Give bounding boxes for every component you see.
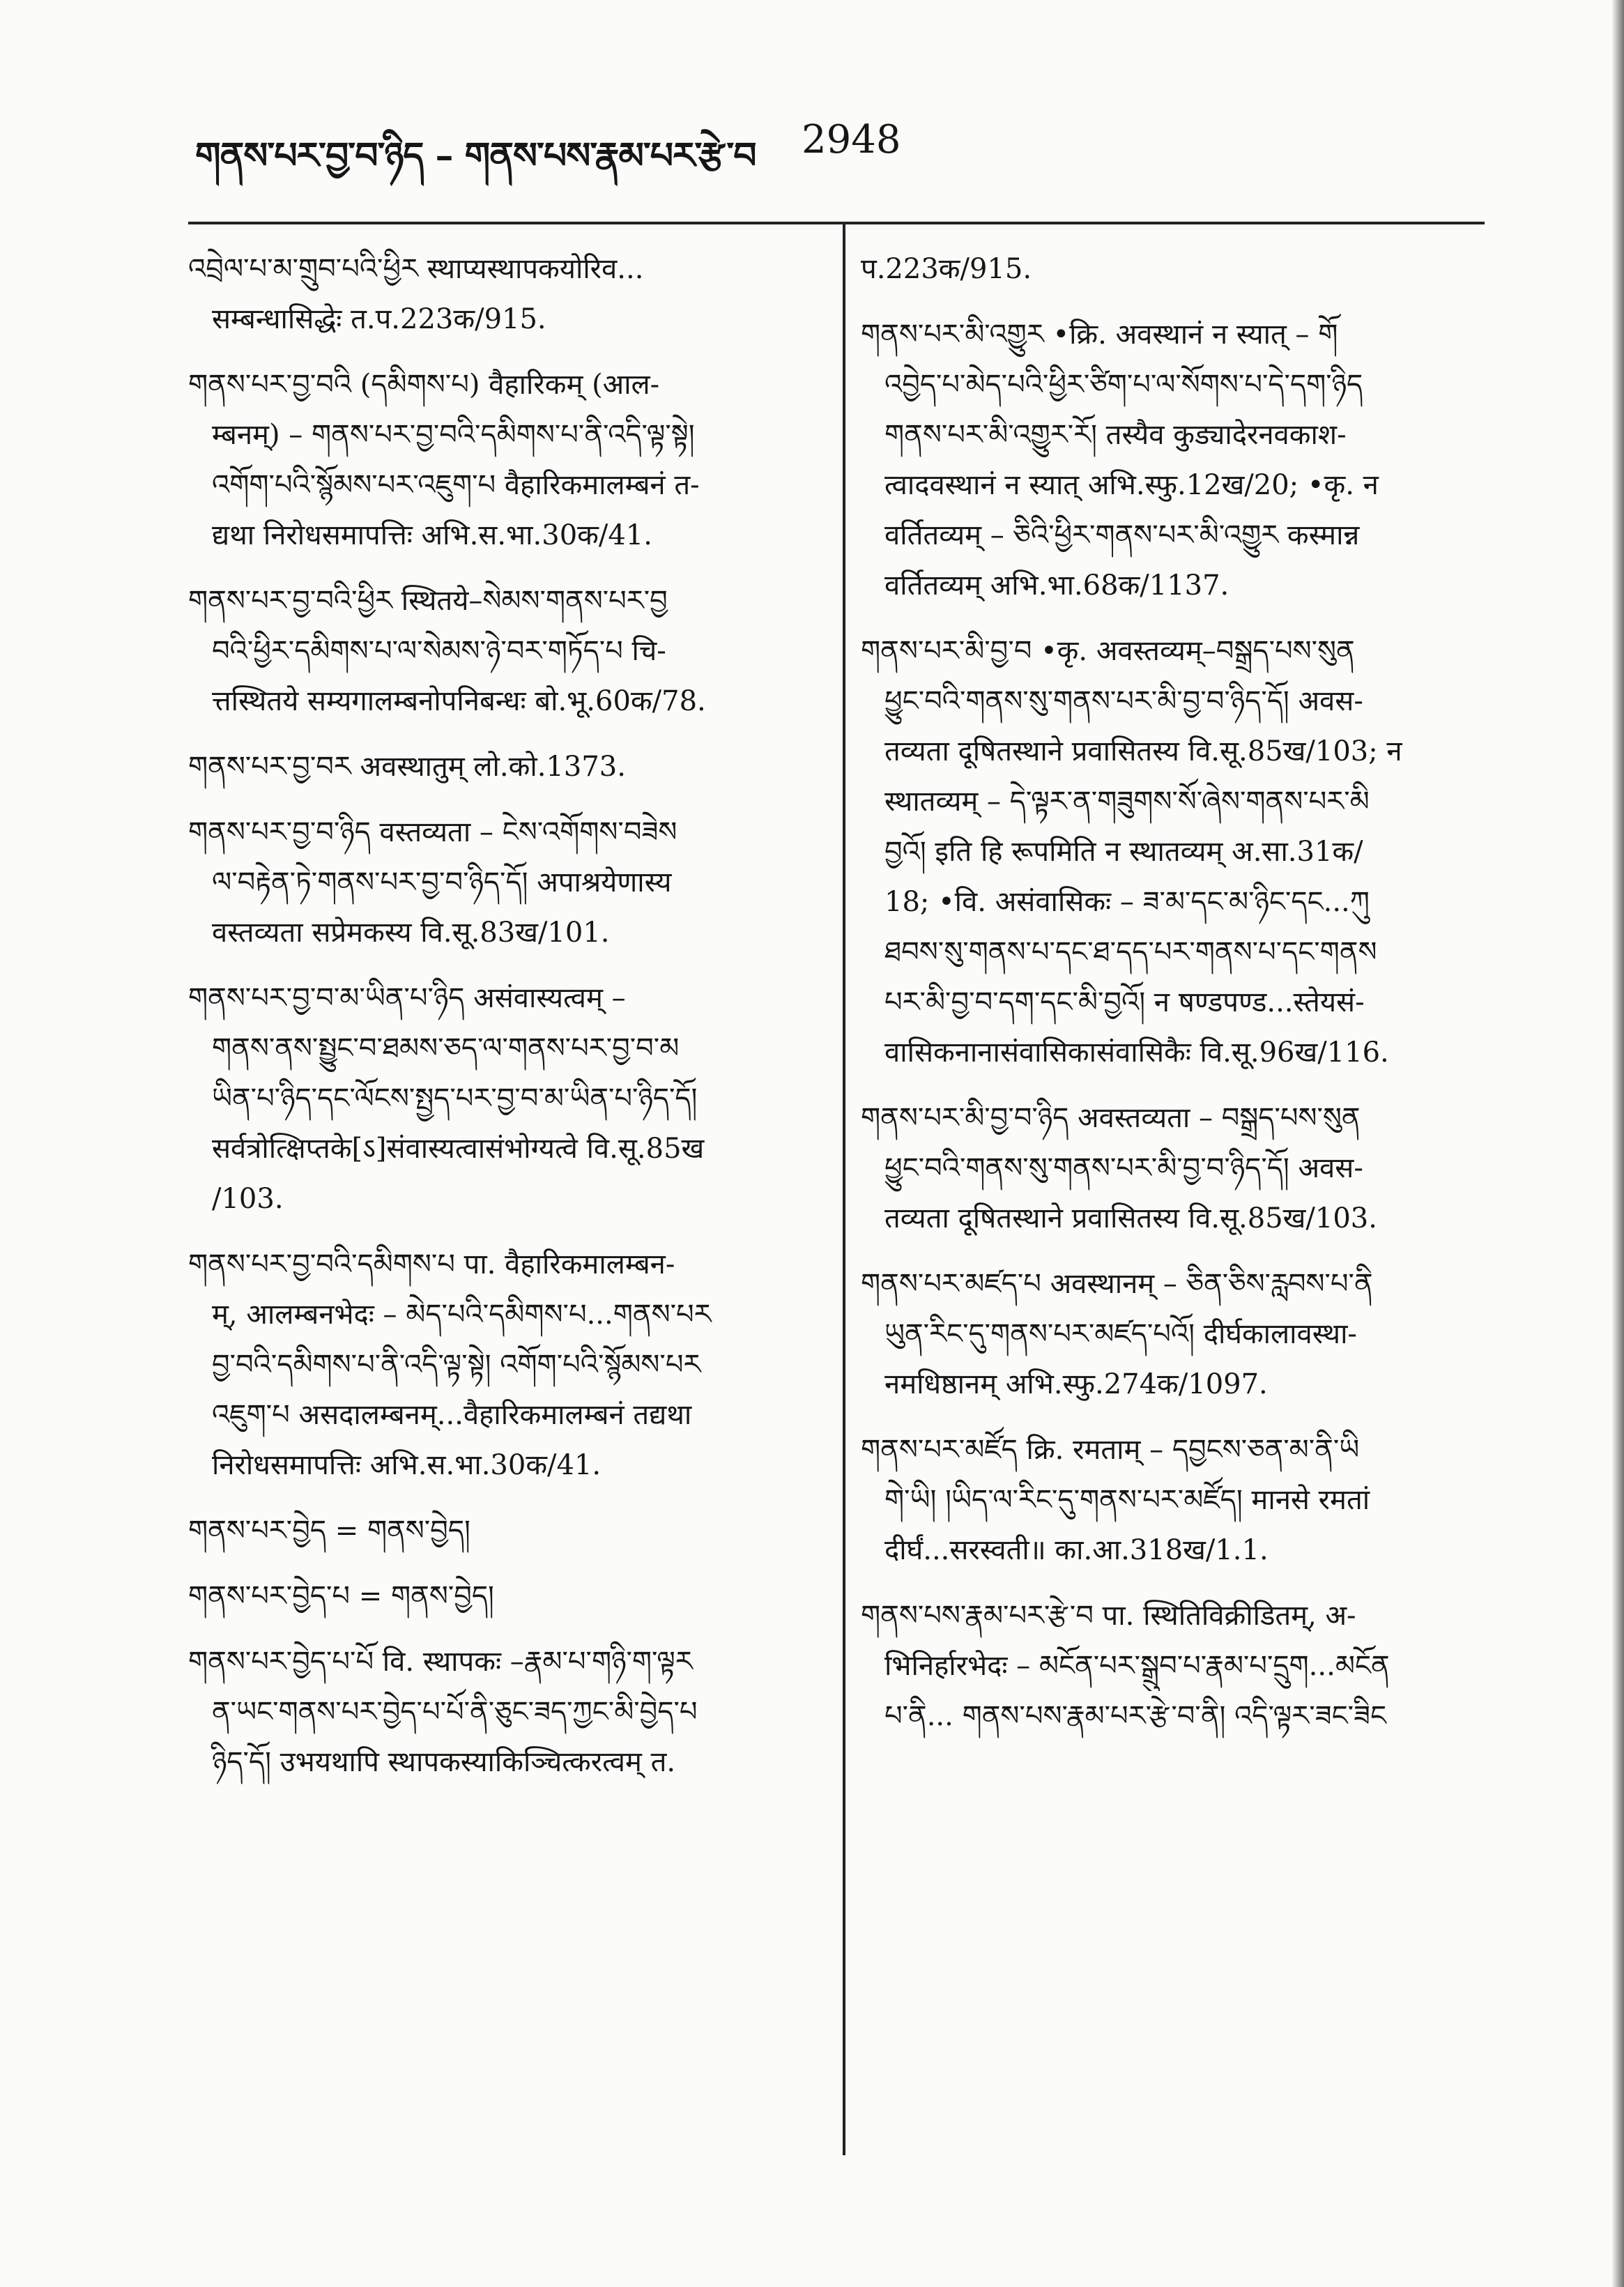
- entry-line: /103.: [212, 1183, 284, 1215]
- dictionary-entry: [188, 807, 826, 958]
- dictionary-entry: [188, 244, 826, 344]
- dictionary-entry: [188, 1239, 826, 1490]
- entry-headline: གནས་པར་བྱ་བའི་དམིགས་པ पा. वैहारिकमालम्बन-: [188, 1248, 675, 1280]
- entry-headline: འབྲེལ་པ་མ་གྲུབ་པའི་ཕྱིར स्थाप्यस्थापकयोरिव...: [188, 253, 644, 285]
- entry-line: ཡིན་པ་ཉིད་དང་ལོངས་སྤྱད་པར་བྱ་བ་མ་ཡིན་པ་ཉིད་དོ།: [212, 1083, 698, 1115]
- entry-headline: གནས་པར་བྱ་བ་ཉིད वस्तव्यता – ངེས་འགོགས་བཟེས: [188, 816, 677, 848]
- entry-line: བའི་ཕྱིར་དམིགས་པ་ལ་སེམས་ཉེ་བར་གཏོད་པ चि-: [212, 635, 666, 667]
- entry-line: त्वादवस्थानं न स्यात् अभि.स्फु.12ख/20; •कृ. न: [884, 469, 1379, 501]
- entry-line: वर्तितव्यम् – ཅིའི་ཕྱིར་གནས་པར་མི་འགྱུར कस्मान्न: [884, 519, 1360, 551]
- dictionary-entry: [188, 1506, 826, 1556]
- scan-edge-shadow: [1611, 0, 1624, 2287]
- entry-line: ཕྱུང་བའི་གནས་སུ་གནས་པར་མི་བྱ་བ་ཉིད་དོ། अवस-: [884, 685, 1363, 717]
- entry-headline: གནས་པར་བྱ་བར अवस्थातुम् लो.को.1373.: [188, 751, 626, 783]
- entry-line: निरोधसमापत्तिः अभि.स.भा.30क/41.: [212, 1449, 602, 1481]
- entry-line: པ་ནི... གནས་པས་རྣམ་པར་རྩེ་བ་ནི། འདི་ལྟར་ཟང་ཟིང: [884, 1700, 1387, 1732]
- entry-headline: གནས་པས་རྣམ་པར་རྩེ་བ पा. स्थितिविक्रीडितम्, अ-: [861, 1600, 1356, 1632]
- dictionary-entry: [861, 1591, 1488, 1741]
- page-number: 2948: [802, 117, 901, 162]
- entry-headline: གནས་པར་བྱ་བའི (དམིགས་པ) वैहारिकम् (आल-: [188, 369, 660, 401]
- entry-headline: གནས་པར་བྱེད་པ་པོ वि. स्थापकः –རྣམ་པ་གཉི་ག་ལྟར: [188, 1646, 693, 1678]
- entry-line: म्, आलम्बनभेदः – མེད་པའི་དམིགས་པ...གནས་པར: [212, 1299, 712, 1331]
- entry-line: द्यथा निरोधसमापत्तिः अभि.स.भा.30क/41.: [212, 519, 652, 551]
- entry-headline: གནས་པར་མི་བྱ་བ •कृ. अवस्तव्यम्–བསྒྲད་པས་སུན: [861, 635, 1355, 667]
- left-column: [188, 244, 826, 1803]
- entry-headline: གནས་པར་མི་བྱ་བ་ཉིད अवस्तव्यता – བསྒྲད་པས་སུན: [861, 1102, 1361, 1134]
- entry-line: दीर्घं...सरस्वती॥ का.आ.318ख/1.1.: [884, 1534, 1269, 1566]
- entry-headline: གནས་པར་བྱེད = གནས་བྱེད།: [188, 1515, 470, 1547]
- running-head: གནས་པར་བྱ་བ་ཉིད – གནས་པས་རྣམ་པར་རྩེ་བ: [195, 135, 756, 177]
- dictionary-entry: [861, 309, 1488, 611]
- entry-line: म्बनम्) – གནས་པར་བྱ་བའི་དམིགས་པ་ནི་འདི་ལྟ་སྟེ།: [212, 419, 695, 451]
- dictionary-entry: [188, 1571, 826, 1621]
- entry-line: ཐབས་སུ་གནས་པ་དང་ཐ་དད་པར་གནས་པ་དང་གནས: [884, 936, 1377, 968]
- entry-line: तव्यता दूषितस्थाने प्रवासितस्य वि.सू.85ख/103; न: [884, 735, 1402, 767]
- entry-line: ཕྱུང་བའི་གནས་སུ་གནས་པར་མི་བྱ་བ་ཉིད་དོ། अवस-: [884, 1152, 1363, 1184]
- entry-headline: གནས་པར་བྱེད་པ = གནས་བྱེད།: [188, 1580, 494, 1612]
- entry-line: वासिकनानासंवासिकासंवासिकैः वि.सू.96ख/116.: [884, 1037, 1389, 1069]
- dictionary-entry: [188, 1637, 826, 1787]
- dictionary-entry: [188, 742, 826, 792]
- column-divider: [843, 224, 845, 2155]
- entry-line: གེ་ཡི། །ཡིད་ལ་རིང་དུ་གནས་པར་མཛོད། मानसे रमतां: [884, 1484, 1370, 1516]
- entry-line: नमधिष्ठानम् अभि.स्फु.274क/1097.: [884, 1368, 1268, 1400]
- dictionary-entry: [188, 360, 826, 560]
- entry-line: भिनिर्हारभेदः – མངོན་པར་སྒྲུབ་པ་རྣམ་པ་དྲུག...མངོན: [884, 1650, 1390, 1682]
- dictionary-entry: [188, 576, 826, 726]
- entry-line: པར་མི་བྱ་བ་དག་དང་མི་བྱའོ། न षण्डपण्ड...स्तेयसं-: [884, 986, 1365, 1018]
- entry-line: འབྱེད་པ་མེད་པའི་ཕྱིར་ཙིག་པ་ལ་སོགས་པ་དེ་དག་ཉིད: [884, 369, 1363, 401]
- entry-headline: གནས་པར་བྱ་བ་མ་ཡིན་པ་ཉིད असंवास्यत्वम् –: [188, 982, 626, 1014]
- entry-line: འཇུག་པ असदालम्बनम्...वैहारिकमालम्बनं तद्यथा: [212, 1399, 692, 1431]
- entry-line: 18; •वि. असंवासिकः – ཟ་མ་དང་མ་ཉིང་དང...ཀུ: [884, 886, 1370, 918]
- entry-line: གནས་ནས་སྤྱུང་བ་ཐམས་ཅད་ལ་གནས་པར་བྱ་བ་མ: [212, 1032, 680, 1064]
- entry-headline: प.223क/915.: [861, 253, 1032, 285]
- entry-headline: གནས་པར་མི་འགྱུར •क्रि. अवस्थानं न स्यात् – གོ: [861, 319, 1338, 351]
- entry-line: वर्तितव्यम् अभि.भा.68क/1137.: [884, 569, 1230, 602]
- entry-headline: གནས་པར་མཛོད क्रि. रमताम् – དབྱངས་ཅན་མ་ནི་ཡི: [861, 1434, 1360, 1466]
- dictionary-entry: [861, 1259, 1488, 1409]
- entry-line: བྱ་བའི་དམིགས་པ་ནི་འདི་ལྟ་སྟེ། འགོག་པའི་སྙོམས་པར: [212, 1349, 701, 1381]
- entry-line: ན་ཡང་གནས་པར་བྱེད་པ་པོ་ནི་ཅུང་ཟད་ཀྱང་མི་བྱེད་པ: [212, 1696, 698, 1728]
- entry-headline: གནས་པར་མཛད་པ अवस्थानम् – ཅིན་ཅིས་རླབས་པ་ནི: [861, 1268, 1373, 1300]
- page-header: [195, 112, 1485, 188]
- right-column: [861, 244, 1488, 1757]
- entry-line: ཡུན་རིང་དུ་གནས་པར་མཛད་པའོ། दीर्घकालावस्था-: [884, 1318, 1357, 1350]
- entry-line: त्तस्थितये सम्यगालम्बनोपनिबन्धः बो.भू.60क/78.: [212, 685, 706, 717]
- dictionary-entry: [861, 1093, 1488, 1244]
- dictionary-entry: [861, 244, 1488, 294]
- entry-line: ཉིད་དོ། उभयथापि स्थापकस्याकिञ्चित्करत्वम् त.: [212, 1746, 676, 1778]
- entry-line: स्थातव्यम् – དེ་ལྟར་ན་གཟུགས་སོ་ཞེས་གནས་པར་མི: [884, 786, 1370, 818]
- entry-line: तव्यता दूषितस्थाने प्रवासितस्य वि.सू.85ख/103.: [884, 1202, 1377, 1234]
- entry-headline: གནས་པར་བྱ་བའི་ཕྱིར स्थितये–སེམས་གནས་པར་བྱ: [188, 585, 668, 617]
- entry-line: བྱའོ། इति हि रूपमिति न स्थातव्यम् अ.सा.31क/: [884, 836, 1363, 868]
- entry-line: འགོག་པའི་སྙོམས་པར་འཇུག་པ वैहारिकमालम्बनं त-: [212, 469, 700, 501]
- entry-line: ལ་བརྟེན་ཏེ་གནས་པར་བྱ་བ་ཉིད་དོ། अपाश्रयेणास्य: [212, 866, 672, 898]
- entry-line: གནས་པར་མི་འགྱུར་རོ། तस्यैव कुड्यादेरनवकाश-: [884, 419, 1347, 451]
- entry-line: वस्तव्यता सप्रेमकस्य वि.सू.83ख/101.: [212, 917, 610, 949]
- dictionary-entry: [861, 626, 1488, 1078]
- entry-line: सम्बन्धासिद्धेः त.प.223क/915.: [212, 303, 546, 335]
- dictionary-entry: [188, 973, 826, 1224]
- entry-line: सर्वत्रोत्क्षिप्तके[ऽ]संवास्यत्वासंभोग्यत्वे वि.सू.85ख: [212, 1133, 705, 1165]
- dictionary-entry: [861, 1425, 1488, 1575]
- header-rule: [188, 222, 1485, 224]
